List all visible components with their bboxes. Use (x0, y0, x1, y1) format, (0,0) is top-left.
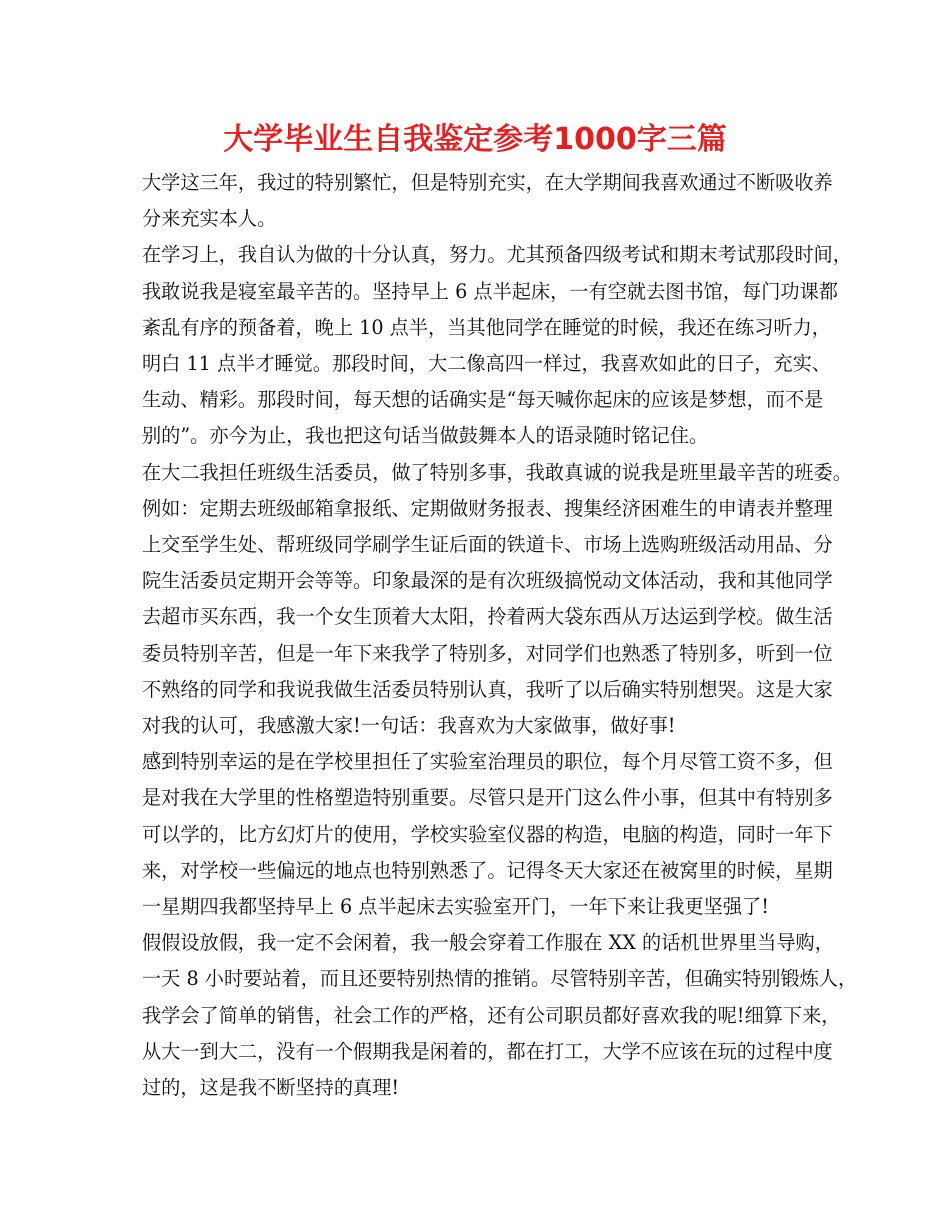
body-text-line: 可以学的，比方幻灯片的使用，学校实验室仪器的构造，电脑的构造，同时一年下 (142, 822, 833, 846)
body-text-line: 一天 8 小时要站着，而且还要特别热情的推销。尽管特别辛苦，但确实特别锻炼人， (142, 967, 858, 991)
body-text-line: 委员特别辛苦，但是一年下来我学了特别多，对同学们也熟悉了特别多，听到一位 (142, 641, 833, 665)
body-text-line: 在大二我担任班级生活委员，做了特别多事，我敢真诚的说我是班里最辛苦的班委。 (142, 460, 852, 484)
body-text-line: 去超市买东西，我一个女生顶着大太阳，拎着两大袋东西从万达运到学校。做生活 (142, 605, 833, 629)
body-text-line: 院生活委员定期开会等等。印象最深的是有次班级搞悦动文体活动，我和其他同学 (142, 569, 833, 593)
body-text-line: 我学会了简单的销售，社会工作的严格，还有公司职员都好喜欢我的呢!细算下来， (142, 1003, 841, 1027)
body-text-line: 例如：定期去班级邮箱拿报纸、定期做财务报表、搜集经济困难生的申请表并整理 (142, 496, 833, 520)
body-text-line: 一星期四我都坚持早上 6 点半起床去实验室开门，一年下来让我更坚强了! (142, 895, 769, 918)
body-text-line: 不熟络的同学和我说我做生活委员特别认真，我听了以后确实特别想哭。这是大家 (142, 677, 833, 701)
body-text-line: 是对我在大学里的性格塑造特别重要。尽管只是开门这么件小事，但其中有特别多 (142, 786, 833, 810)
body-text-line: 我敢说我是寝室最辛苦的。坚持早上 6 点半起床，一有空就去图书馆，每门功课都 (142, 279, 838, 303)
body-text-line: 大学这三年，我过的特别繁忙，但是特别充实，在大学期间我喜欢通过不断吸收养 (142, 171, 833, 194)
body-text-line: 从大一到大二，没有一个假期我是闲着的，都在打工，大学不应该在玩的过程中度 (142, 1039, 833, 1063)
body-text-line: 明白 11 点半才睡觉。那段时间，大二像高四一样过，我喜欢如此的日子，充实、 (142, 352, 831, 375)
body-text-line: 假假设放假，我一定不会闲着，我一般会穿着工作服在 XX 的话机世界里当导购， (142, 931, 834, 955)
body-text-line: 别的”。亦今为止，我也把这句话当做鼓舞本人的语录随时铭记住。 (142, 424, 709, 448)
body-text-line: 分来充实本人。 (142, 207, 277, 231)
body-text-line: 来，对学校一些偏远的地点也特别熟悉了。记得冬天大家还在被窝里的时候，星期 (142, 858, 833, 882)
body-text-line: 生动、精彩。那段时间，每天想的话确实是“每天喊你起床的应该是梦想，而不是 (142, 388, 824, 412)
body-text-line: 在学习上，我自认为做的十分认真，努力。尤其预备四级考试和期末考试那段时间， (142, 243, 852, 267)
body-text-line: 感到特别幸运的是在学校里担任了实验室治理员的职位，每个月尽管工资不多，但 (142, 750, 833, 774)
body-text-line: 上交至学生处、帮班级同学刷学生证后面的铁道卡、市场上选购班级活动用品、分 (142, 533, 833, 556)
body-text-line: 过的，这是我不断坚持的真理! (142, 1076, 400, 1099)
document-title: 大学毕业生自我鉴定参考1000字三篇 (223, 122, 727, 157)
body-text-line: 对我的认可，我感激大家!一句话：我喜欢为大家做事，做好事! (142, 714, 676, 737)
body-text-line: 紊乱有序的预备着，晚上 10 点半，当其他同学在睡觉的时候，我还在练习听力， (142, 315, 831, 339)
